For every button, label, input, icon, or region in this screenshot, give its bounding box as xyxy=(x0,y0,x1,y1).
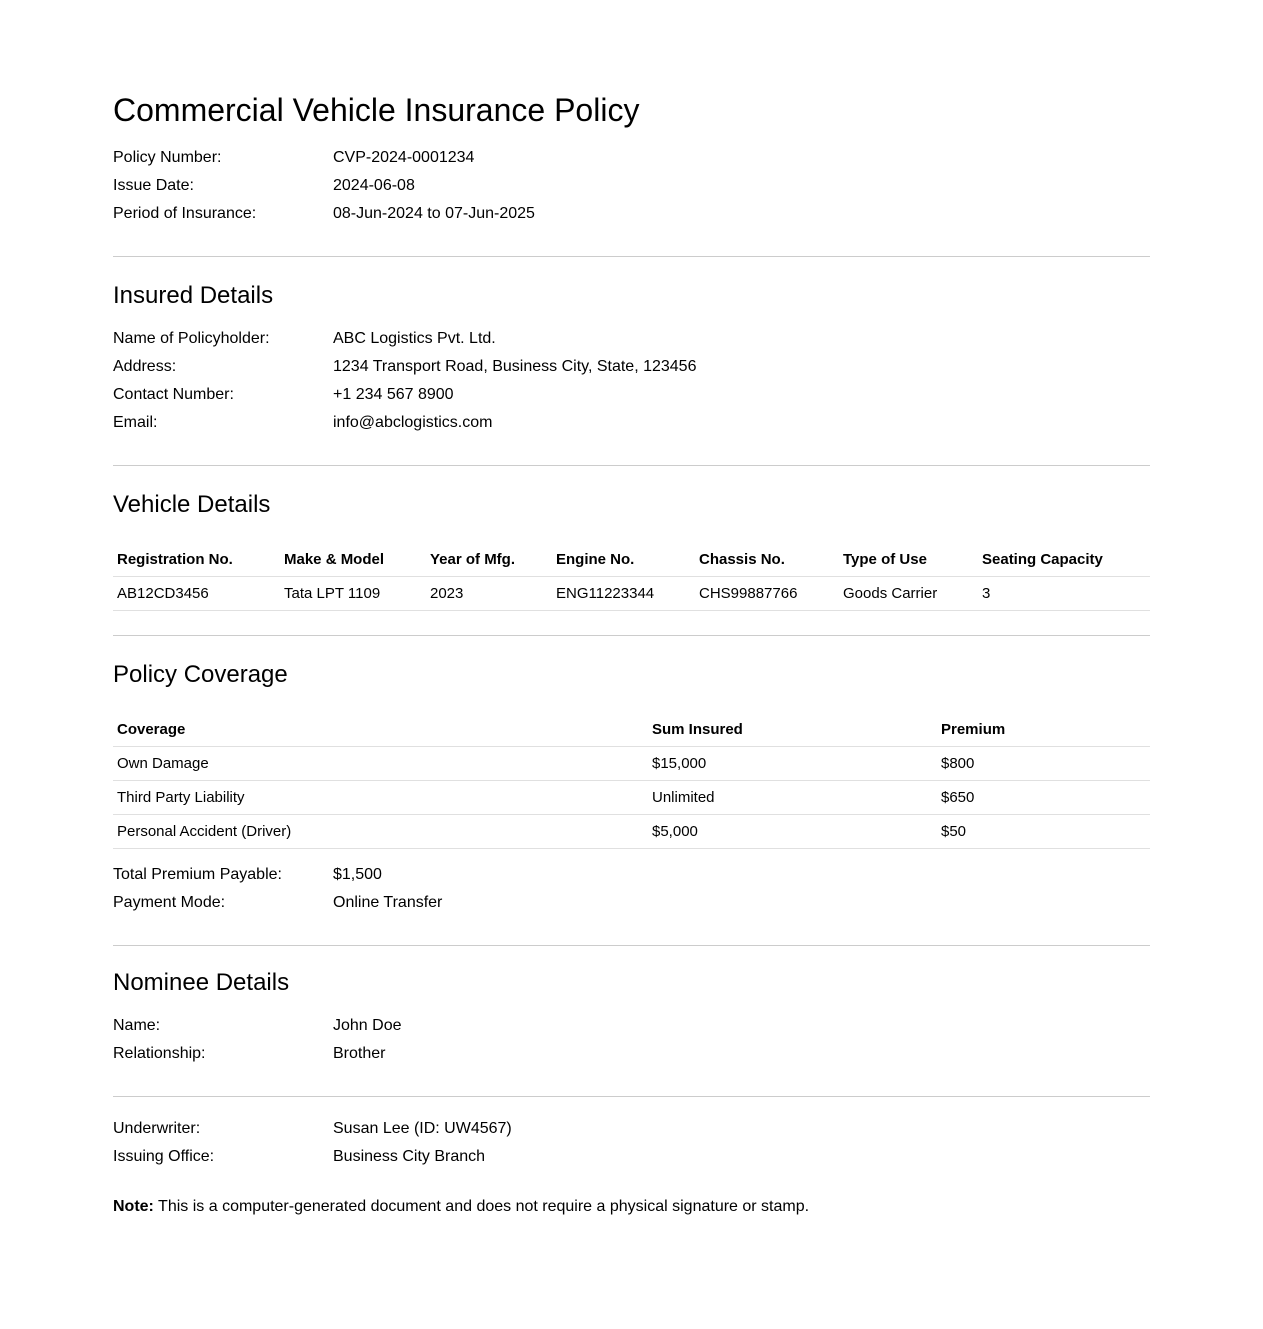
vehicle-table xyxy=(113,542,1150,611)
policy-coverage-heading: Policy Coverage xyxy=(113,661,288,688)
coverage-table xyxy=(113,712,1150,849)
table-cell: ENG11223344 xyxy=(552,577,695,611)
table-cell: $800 xyxy=(937,747,1150,781)
table-cell: $15,000 xyxy=(648,747,937,781)
nominee-details xyxy=(113,1012,1150,1068)
table-row xyxy=(113,781,1150,815)
column-header: Seating Capacity xyxy=(978,542,1150,577)
nominee-details-heading: Nominee Details xyxy=(113,969,290,996)
relationship-value: Brother xyxy=(333,1045,386,1062)
total-premium-row xyxy=(113,861,1150,889)
issuance-details xyxy=(113,1115,1150,1171)
table-header-row xyxy=(113,542,1150,577)
insured-details-heading: Insured Details xyxy=(113,282,274,309)
disclaimer-note xyxy=(113,1195,1150,1219)
payment-mode-value: Online Transfer xyxy=(333,894,443,911)
page-title: Commercial Vehicle Insurance Policy xyxy=(113,92,640,128)
underwriter-value: Susan Lee (ID: UW4567) xyxy=(333,1120,512,1137)
table-cell: 3 xyxy=(978,577,1150,611)
table-cell: Unlimited xyxy=(648,781,937,815)
contact-value: +1 234 567 8900 xyxy=(333,386,454,403)
table-cell: Own Damage xyxy=(113,747,648,781)
issue-date-label: Issue Date: xyxy=(113,177,194,194)
policy-info xyxy=(113,144,1150,228)
table-cell: CHS99887766 xyxy=(695,577,839,611)
column-header: Sum Insured xyxy=(648,712,937,747)
table-cell: Third Party Liability xyxy=(113,781,648,815)
table-cell: AB12CD3456 xyxy=(113,577,280,611)
contact-row xyxy=(113,381,1150,409)
note-label: Note: xyxy=(113,1198,154,1215)
table-cell: 2023 xyxy=(426,577,552,611)
issuing-office-row xyxy=(113,1143,1150,1171)
policyholder-label: Name of Policyholder: xyxy=(113,330,270,347)
issue-date-row xyxy=(113,172,1150,200)
policy-number-value: CVP-2024-0001234 xyxy=(333,149,475,166)
payment-mode-label: Payment Mode: xyxy=(113,894,226,911)
table-cell: Goods Carrier xyxy=(839,577,978,611)
period-label: Period of Insurance: xyxy=(113,205,257,222)
note-text: This is a computer-generated document and does not require a physical signature or stamp. xyxy=(153,1198,810,1215)
table-row xyxy=(113,747,1150,781)
column-header: Make & Model xyxy=(280,542,426,577)
policyholder-row xyxy=(113,325,1150,353)
vehicle-details-heading: Vehicle Details xyxy=(113,491,271,518)
contact-label: Contact Number: xyxy=(113,386,234,403)
column-header: Chassis No. xyxy=(695,542,839,577)
issue-date-value: 2024-06-08 xyxy=(333,177,415,194)
underwriter-row xyxy=(113,1115,1150,1143)
column-header: Coverage xyxy=(113,712,648,747)
email-label: Email: xyxy=(113,414,158,431)
address-value: 1234 Transport Road, Business City, State, 123456 xyxy=(333,358,697,375)
nominee-name-label: Name: xyxy=(113,1017,161,1034)
relationship-label: Relationship: xyxy=(113,1045,206,1062)
table-row xyxy=(113,815,1150,849)
table-cell: Tata LPT 1109 xyxy=(280,577,426,611)
policy-document xyxy=(113,0,1150,1219)
premium-summary xyxy=(113,861,1150,917)
email-row xyxy=(113,409,1150,437)
email-value: info@abclogistics.com xyxy=(333,414,493,431)
table-cell: $650 xyxy=(937,781,1150,815)
table-row xyxy=(113,577,1150,611)
address-label: Address: xyxy=(113,358,177,375)
issuing-office-value: Business City Branch xyxy=(333,1148,486,1165)
column-header: Registration No. xyxy=(113,542,280,577)
address-row xyxy=(113,353,1150,381)
table-cell: $50 xyxy=(937,815,1150,849)
payment-mode-row xyxy=(113,889,1150,917)
column-header: Engine No. xyxy=(552,542,695,577)
relationship-row xyxy=(113,1040,1150,1068)
column-header: Type of Use xyxy=(839,542,978,577)
column-header: Year of Mfg. xyxy=(426,542,552,577)
nominee-name-row xyxy=(113,1012,1150,1040)
nominee-name-value: John Doe xyxy=(333,1017,402,1034)
policy-number-row xyxy=(113,144,1150,172)
policyholder-value: ABC Logistics Pvt. Ltd. xyxy=(333,330,496,347)
column-header: Premium xyxy=(937,712,1150,747)
period-value: 08-Jun-2024 to 07-Jun-2025 xyxy=(333,205,535,222)
issuing-office-label: Issuing Office: xyxy=(113,1148,215,1165)
total-premium-value: $1,500 xyxy=(333,866,382,883)
policy-number-label: Policy Number: xyxy=(113,149,222,166)
total-premium-label: Total Premium Payable: xyxy=(113,866,282,883)
table-cell: Personal Accident (Driver) xyxy=(113,815,648,849)
underwriter-label: Underwriter: xyxy=(113,1120,201,1137)
insured-details xyxy=(113,325,1150,437)
table-header-row xyxy=(113,712,1150,747)
table-cell: $5,000 xyxy=(648,815,937,849)
period-row xyxy=(113,200,1150,228)
